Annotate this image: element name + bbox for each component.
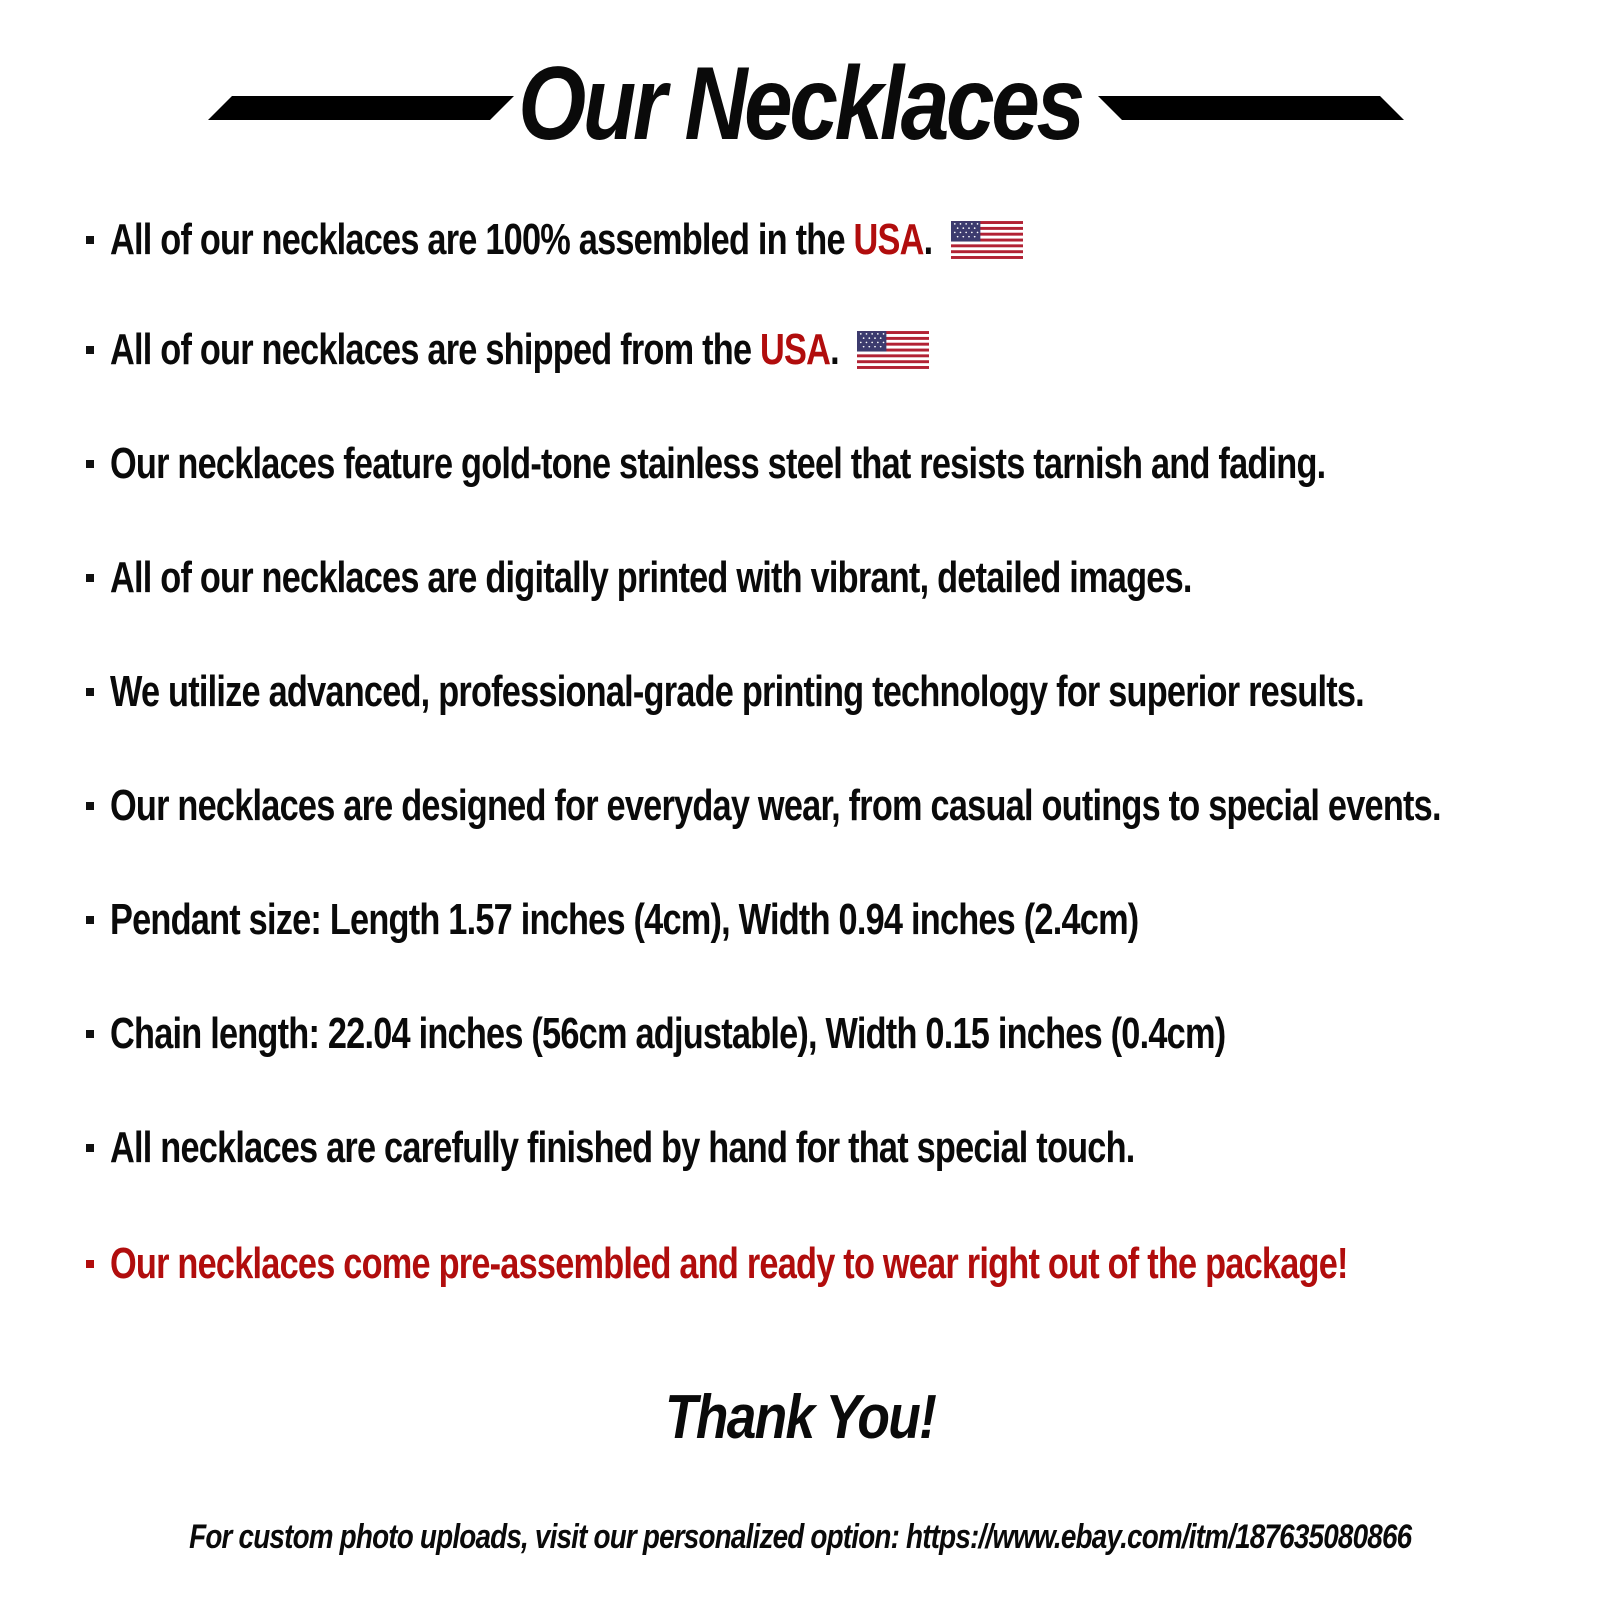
bullet-icon <box>86 574 94 582</box>
footer-note: For custom photo uploads, visit our personalized option: https://www.ebay.com/itm/187635080866 <box>188 1518 1412 1556</box>
feature-item-material <box>86 434 1586 494</box>
feature-text: We utilize advanced, professional-grade printing technology for superior results. <box>110 667 1364 716</box>
feature-text: Our necklaces are designed for everyday wear, from casual outings to special events. <box>110 781 1441 830</box>
feature-item-ready-to-wear <box>86 1234 1586 1294</box>
bullet-icon <box>86 916 94 924</box>
feature-item-handmade <box>86 1118 1586 1178</box>
feature-item-printing <box>86 548 1586 608</box>
bullet-icon <box>86 802 94 810</box>
us-flag-icon <box>951 221 1023 259</box>
feature-item-shipped <box>86 320 1586 380</box>
bullet-icon <box>86 236 94 244</box>
feature-item-chain-length <box>86 1004 1586 1064</box>
bullet-icon <box>86 1030 94 1038</box>
bullet-icon <box>86 1144 94 1152</box>
bullet-icon <box>86 688 94 696</box>
closing-message: Thank You! <box>664 1383 936 1452</box>
feature-text: Our necklaces feature gold-tone stainless steel that resists tarnish and fading. <box>110 439 1326 488</box>
bullet-icon <box>86 346 94 354</box>
feature-text: All necklaces are carefully finished by hand for that special touch. <box>110 1123 1135 1172</box>
bullet-icon <box>86 460 94 468</box>
feature-text: All of our necklaces are shipped from the USA. <box>110 325 839 374</box>
feature-text-highlight: Our necklaces come pre-assembled and ready to wear right out of the package! <box>110 1239 1348 1288</box>
feature-text: All of our necklaces are 100% assembled in the USA. <box>110 215 933 264</box>
page-title: Our Necklaces <box>518 46 1082 162</box>
feature-text: Pendant size: Length 1.57 inches (4cm), Width 0.94 inches (2.4cm) <box>110 895 1139 944</box>
bullet-icon <box>86 1260 94 1268</box>
feature-item-assembled <box>86 210 1586 270</box>
us-flag-icon <box>857 331 929 369</box>
feature-item-technology <box>86 662 1586 722</box>
feature-text: All of our necklaces are digitally printed with vibrant, detailed images. <box>110 553 1192 602</box>
feature-text: Chain length: 22.04 inches (56cm adjustable), Width 0.15 inches (0.4cm) <box>110 1009 1226 1058</box>
feature-item-pendant-size <box>86 890 1586 950</box>
feature-item-everyday <box>86 776 1586 836</box>
